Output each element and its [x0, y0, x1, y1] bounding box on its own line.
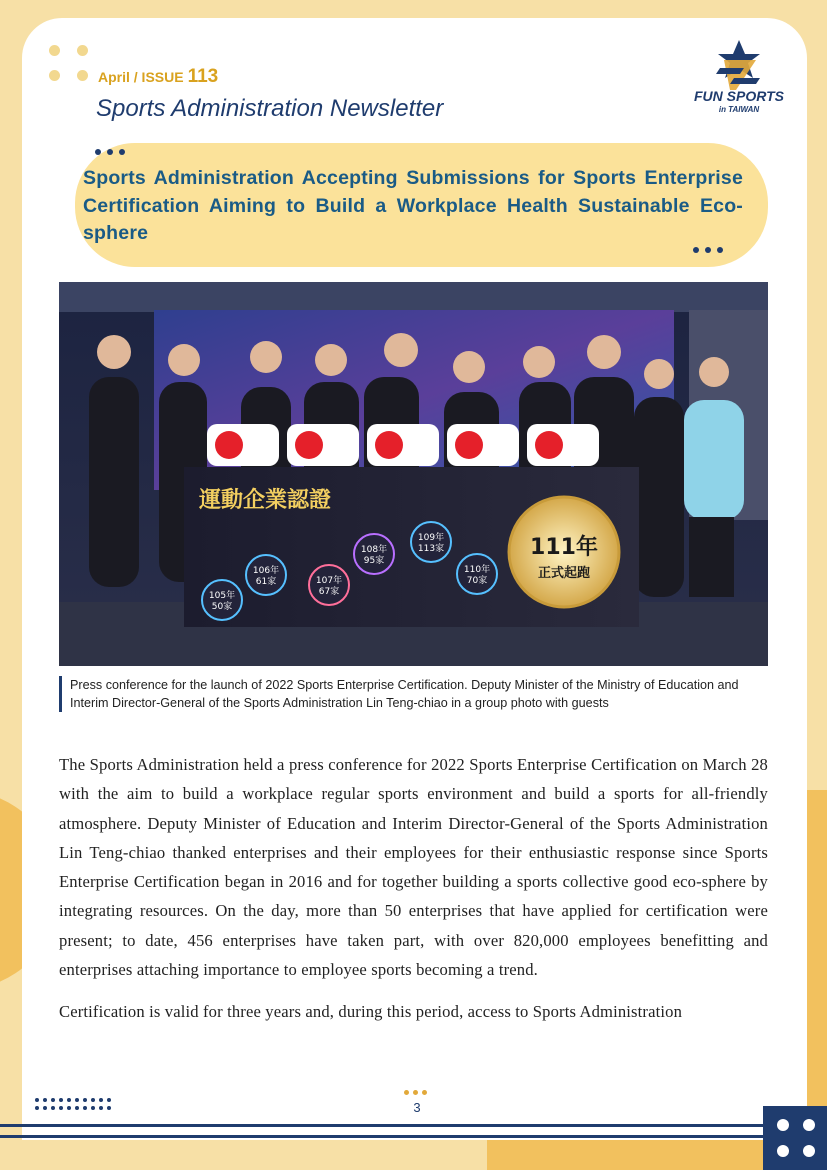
newsletter-title: Sports Administration Newsletter — [96, 95, 444, 122]
badge-106-year: 106年 — [252, 566, 280, 576]
headline-box — [75, 143, 768, 267]
badge-109-count: 113家 — [417, 544, 445, 554]
badge-105-year: 105年 — [208, 591, 236, 601]
logo-stands — [207, 424, 599, 466]
decorative-dots-bottom-left — [35, 1098, 111, 1110]
logo-main-text: FUN SPORTS — [694, 88, 784, 104]
badge-111-text: 111年 — [530, 535, 598, 560]
badge-110-year: 110年 — [463, 565, 491, 575]
footer-stripes — [0, 1124, 827, 1146]
issue-prefix: April / ISSUE — [98, 69, 184, 85]
badge-110-count: 70家 — [466, 576, 488, 586]
article-headline: Sports Administration Accepting Submissions for Sports Enterprise Certification Aiming to Build a Workplace Health Sustainable Eco-sphere — [83, 167, 743, 244]
photo-caption: Press conference for the launch of 2022 Sports Enterprise Certification. Deputy Minister of the Ministry of Education and Interim Director-General of the Sports Administration Lin Teng-chiao in a group photo with guests — [59, 676, 774, 712]
fun-sports-logo — [684, 38, 794, 120]
badge-111-sub: 正式起跑 — [537, 566, 591, 581]
article-body — [59, 750, 768, 1040]
badge-107-year: 107年 — [315, 576, 343, 586]
page-number-dots — [404, 1090, 427, 1095]
issue-label — [98, 66, 218, 88]
logo-sub-text: in TAIWAN — [718, 105, 760, 114]
group-photo-image — [59, 282, 768, 666]
issue-number: 113 — [187, 66, 219, 87]
page-number: 3 — [413, 1100, 421, 1115]
decorative-dots-top-left — [49, 45, 89, 81]
corner-decoration — [763, 1106, 827, 1170]
body-paragraph-2: Certification is valid for three years and, during this period, access to Sports Administration — [59, 1002, 683, 1022]
badge-108-year: 108年 — [360, 545, 388, 555]
badge-108-count: 95家 — [363, 556, 385, 566]
star-logo-icon — [684, 38, 794, 94]
board-title-text: 運動企業認證 — [199, 488, 332, 513]
badge-105-count: 50家 — [211, 602, 233, 612]
headline-dots-top — [95, 149, 125, 155]
headline-dots-bottom — [693, 247, 723, 253]
press-conference-photo — [59, 282, 768, 666]
badge-109-year: 109年 — [417, 533, 445, 543]
body-paragraph-1: The Sports Administration held a press conference for 2022 Sports Enterprise Certification on March 28 with the aim to build a workplace regular sports environment and build a sports for all-friendly atmosphere. Deputy Minister of Education and Interim Director-General of the Sports Administration Lin Teng-chiao thanked enterprises and their employees for their enthusiastic response since Sports Enterprise Certification began in 2016 and for together building a sports collective good eco-sphere by integrating resources. On the day, more than 50 enterprises that have applied for certification were present; to date, 456 enterprises have taken part, with over 820,000 employees benefitting and enterprises attaching importance to employee sports becoming a trend. — [59, 755, 768, 980]
badge-106-count: 61家 — [255, 577, 277, 587]
badge-107-count: 67家 — [318, 587, 340, 597]
